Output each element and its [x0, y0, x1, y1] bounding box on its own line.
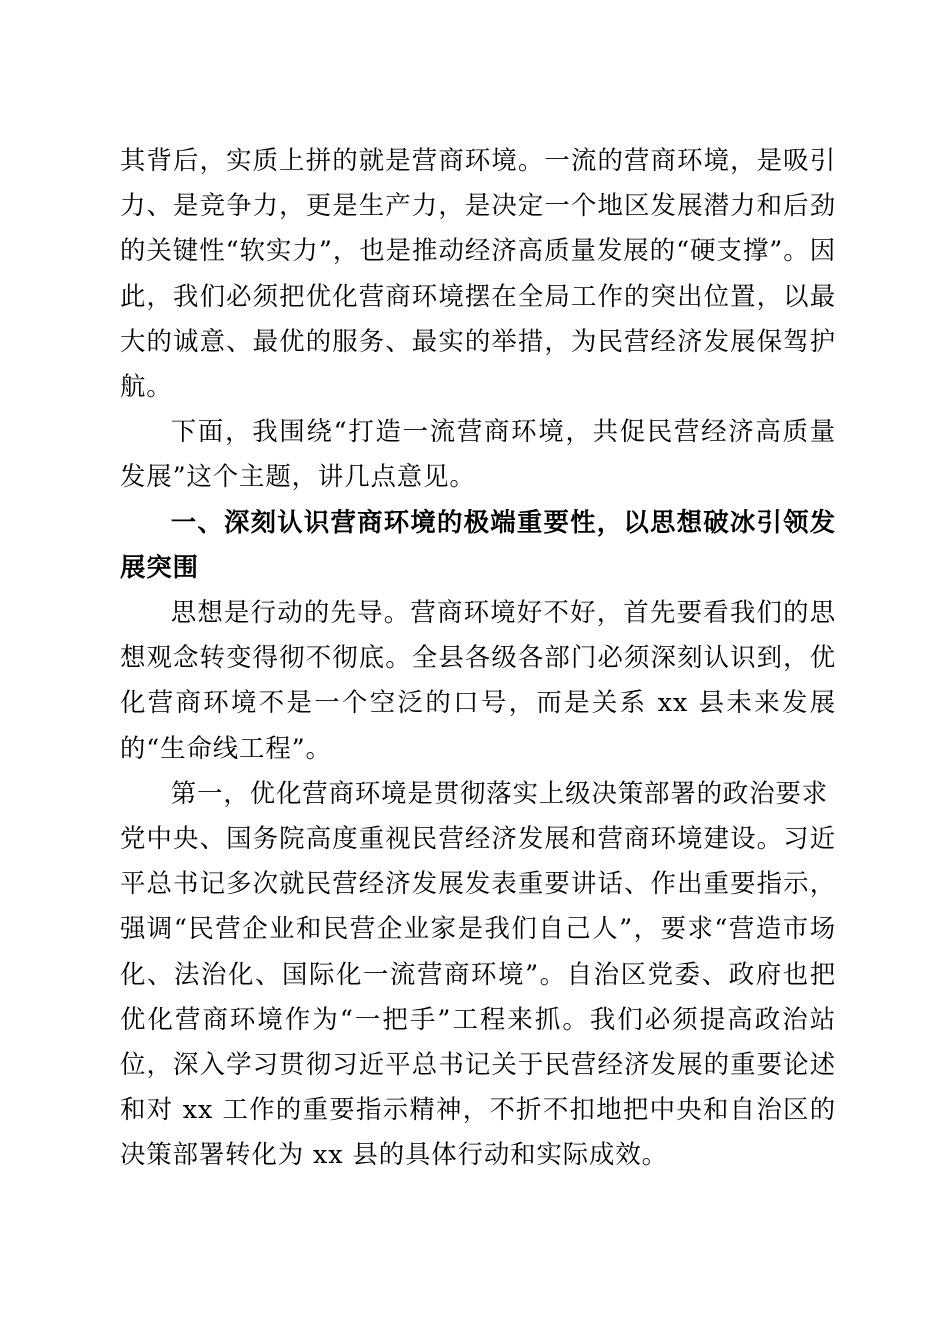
- paragraph-intro: 下面，我围绕“打造一流营商环境，共促民营经济高质量发展”这个主题，讲几点意见。: [120, 416, 836, 492]
- subheading-first: 第一，优化营商环境是贯彻落实上级决策部署的政治要求: [170, 777, 829, 808]
- paragraph-continuation: 其背后，实质上拼的就是营商环境。一流的营商环境，是吸引力、是竞争力，更是生产力，是决定一个地区发展潜力和后劲的关键性“软实力”，也是推动经济高质量发展的“硬支撑”。因此，我们必须把优化营商环境摆在全局工作的突出位置，以最大的诚意、最优的服务、最实的举措，为民营经济发展保驾护航。: [120, 145, 836, 402]
- document-body: [120, 138, 836, 1178]
- paragraph-section-1-intro: 思想是行动的先导。营商环境好不好，首先要看我们的思想观念转变得彻不彻底。全县各级各部门必须深刻认识到，优化营商环境不是一个空泛的口号，而是关系 xx 县未来发展的“生命线工程”。: [120, 597, 836, 763]
- paragraph-first-body: 党中央、国务院高度重视民营经济发展和营商环境建设。习近平总书记多次就民营经济发展发表重要讲话、作出重要指示，强调“民营企业和民营企业家是我们自己人”，要求“营造市场化、法治化、国际化一流营商环境”。自治区党委、政府也把优化营商环境作为“一把手”工程来抓。我们必须提高政治站位，深入学习贯彻习近平总书记关于民营经济发展的重要论述和对 xx 工作的重要指示精神，不折不扣地把中央和自治区的决策部署转化为 xx 县的具体行动和实际成效。: [120, 823, 836, 1170]
- section-heading-1: 一、深刻认识营商环境的极端重要性，以思想破冰引领发展突围: [120, 506, 836, 582]
